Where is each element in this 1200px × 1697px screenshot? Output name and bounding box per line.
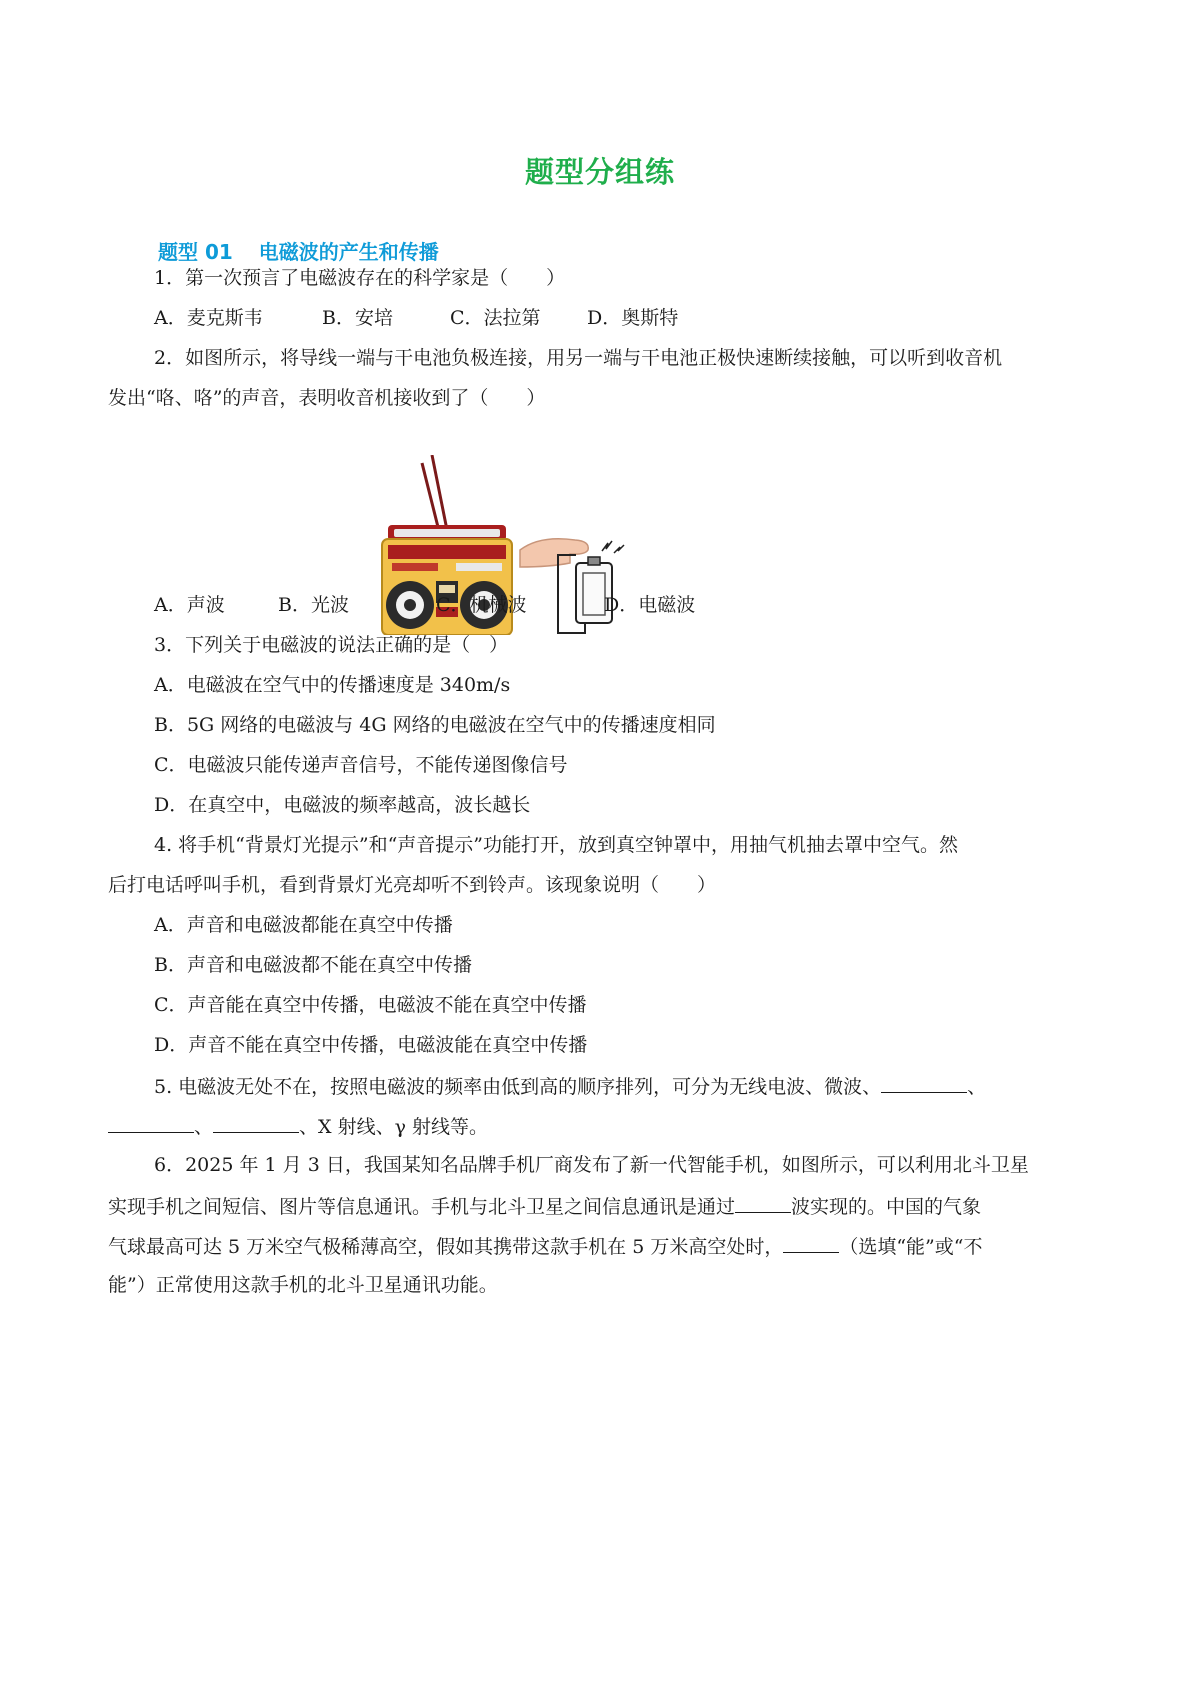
q5-tail: 、X 射线、γ 射线等。 xyxy=(299,1116,488,1138)
q4-option-b[interactable]: B．声音和电磁波都不能在真空中传播 xyxy=(154,954,472,976)
q5-sep-2: 、 xyxy=(194,1116,214,1138)
q4-option-d[interactable]: D．声音不能在真空中传播，电磁波能在真空中传播 xyxy=(154,1034,588,1056)
q3-option-b[interactable]: B．5G 网络的电磁波与 4G 网络的电磁波在空气中的传播速度相同 xyxy=(154,714,716,736)
q2-option-a[interactable]: A．声波 xyxy=(154,594,225,616)
q4-option-a[interactable]: A．声音和电磁波都能在真空中传播 xyxy=(154,914,453,936)
q6-line3-text-a: 气球最高可达 5 万米空气极稀薄高空，假如其携带这款手机在 5 万米高空处时， xyxy=(108,1236,784,1258)
q4-option-c[interactable]: C．声音能在真空中传播，电磁波不能在真空中传播 xyxy=(154,994,587,1016)
q6-blank-1[interactable] xyxy=(735,1192,791,1213)
page-title: 题型分组练 xyxy=(524,155,675,189)
q6-line2-text-a: 实现手机之间短信、图片等信息通讯。手机与北斗卫星之间信息通讯是通过 xyxy=(108,1196,736,1218)
q5-text: 5. 电磁波无处不在，按照电磁波的频率由低到高的顺序排列，可分为无线电波、微波、 xyxy=(154,1076,882,1098)
q3-option-d[interactable]: D．在真空中，电磁波的频率越高，波长越长 xyxy=(154,794,531,816)
q6-line2-text-b: 波实现的。中国的气象 xyxy=(791,1196,982,1218)
q6-line3-text-b: （选填“能”或“不 xyxy=(839,1236,983,1258)
q3-option-c[interactable]: C．电磁波只能传递声音信号，不能传递图像信号 xyxy=(154,754,568,776)
q2-options xyxy=(154,592,1104,618)
q1-options xyxy=(154,305,1104,331)
q4-stem-line2: 后打电话呼叫手机，看到背景灯光亮却听不到铃声。该现象说明（ ） xyxy=(108,874,717,896)
q3-option-a[interactable]: A．电磁波在空气中的传播速度是 340m/s xyxy=(154,674,511,696)
q6-blank-2[interactable] xyxy=(783,1232,839,1253)
q5-sep-1: 、 xyxy=(967,1076,987,1098)
q2-stem-line1: 2．如图所示，将导线一端与干电池负极连接，用另一端与干电池正极快速断续接触，可以听到收音机 xyxy=(154,347,1003,369)
section-heading xyxy=(158,236,439,265)
q2-option-b[interactable]: B．光波 xyxy=(278,594,349,616)
q1-option-d[interactable]: D．奥斯特 xyxy=(587,307,679,329)
q6-line3 xyxy=(108,1232,1106,1260)
q5-blank-2[interactable] xyxy=(108,1112,194,1133)
q6-line4: 能”）正常使用这款手机的北斗卫星通讯功能。 xyxy=(108,1274,498,1296)
q5-blank-1[interactable] xyxy=(881,1072,967,1093)
q6-line1: 6．2025 年 1 月 3 日，我国某知名品牌手机厂商发布了新一代智能手机，如图所示，可以利用北斗卫星 xyxy=(154,1154,1029,1176)
q6-line2 xyxy=(108,1192,1106,1220)
q5-line2 xyxy=(108,1112,1106,1140)
q4-stem-line1: 4. 将手机“背景灯光提示”和“声音提示”功能打开，放到真空钟罩中，用抽气机抽去罩中空气。然 xyxy=(154,834,959,856)
q3-stem: 3．下列关于电磁波的说法正确的是（ ） xyxy=(154,634,509,656)
q1-option-a[interactable]: A．麦克斯韦 xyxy=(154,307,263,329)
q5-blank-3[interactable] xyxy=(213,1112,299,1133)
q1-option-b[interactable]: B．安培 xyxy=(322,307,393,329)
q2-option-d[interactable]: D．电磁波 xyxy=(604,594,696,616)
q2-stem-line2: 发出“咯、咯”的声音，表明收音机接收到了（ ） xyxy=(108,387,546,409)
q2-option-c[interactable]: C．机械波 xyxy=(436,594,527,616)
q1-option-c[interactable]: C．法拉第 xyxy=(450,307,541,329)
q1-stem: 1．第一次预言了电磁波存在的科学家是（ ） xyxy=(154,267,566,289)
section-number: 题型 01 xyxy=(158,240,233,264)
q5-line1 xyxy=(154,1072,1104,1100)
section-name: 电磁波的产生和传播 xyxy=(258,240,439,264)
